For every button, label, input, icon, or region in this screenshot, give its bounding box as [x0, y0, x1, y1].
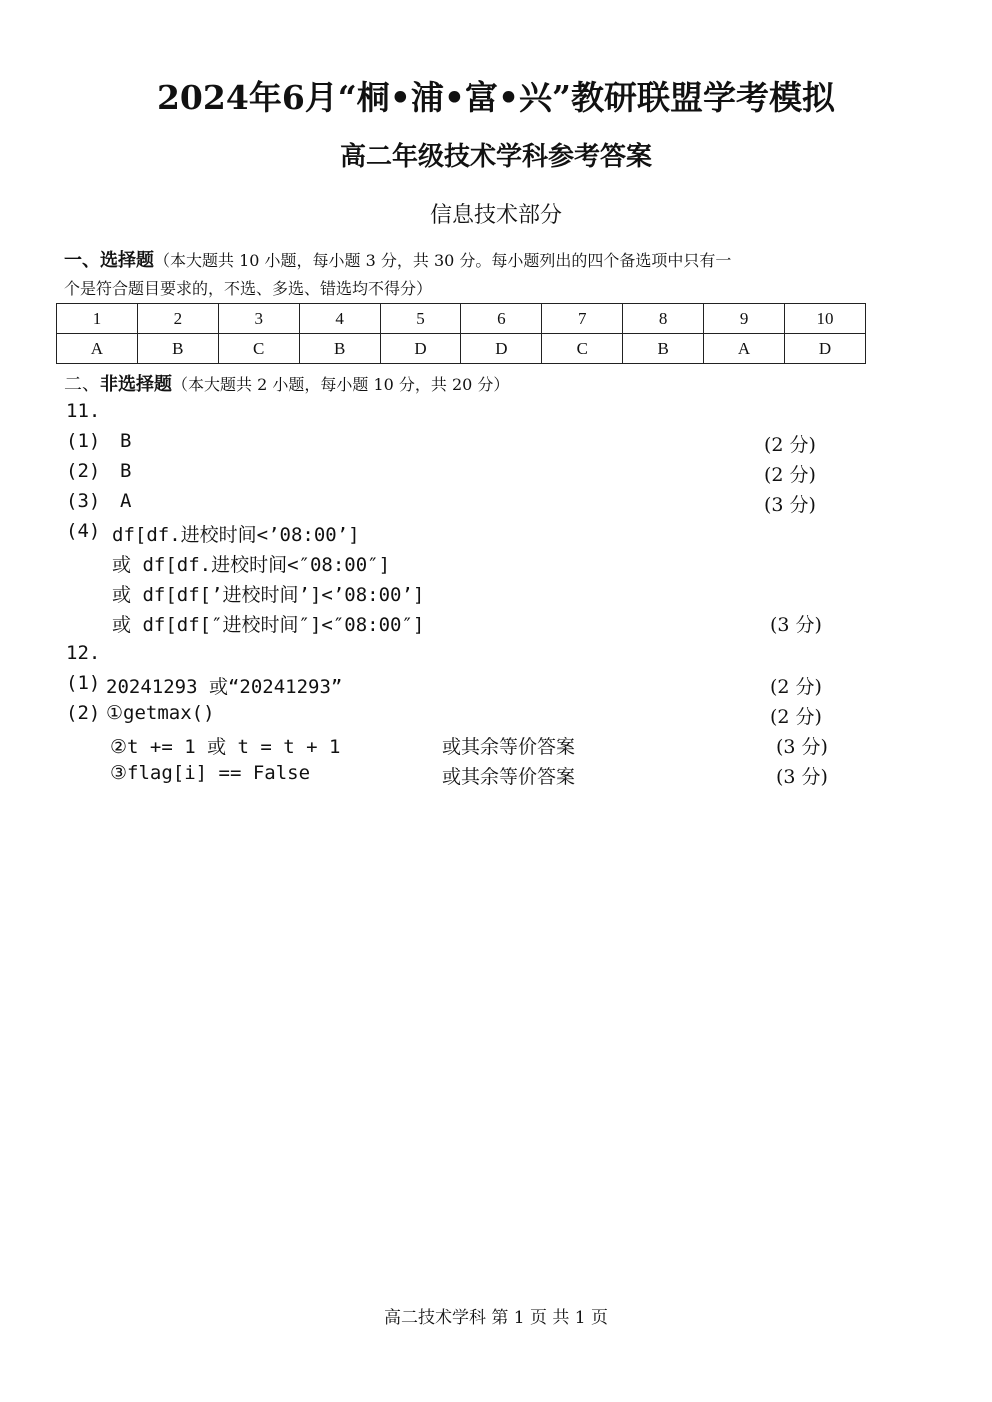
table-cell-number: 2	[137, 304, 218, 334]
q11-1-label: (1)	[66, 430, 101, 452]
q11-4-answer-line4: 或 df[df[″进校时间″]<″08:00″]	[112, 614, 425, 636]
part2-prefix: 二、	[64, 374, 100, 395]
q11-1-score: (2 分)	[764, 434, 816, 456]
answer-table	[56, 303, 866, 364]
q12-4-note: 或其余等价答案	[442, 766, 576, 788]
q11-2-score: (2 分)	[764, 464, 816, 486]
q12-4-answer: ③flag[i] == False	[110, 762, 311, 784]
q12-4-score: (3 分)	[776, 766, 828, 788]
q11-3-label: (3)	[66, 490, 101, 512]
table-cell-number: 3	[218, 304, 299, 334]
table-cell-number: 5	[380, 304, 461, 334]
q11-1-answer: B	[120, 430, 132, 452]
section-title: 信息技术部分	[429, 203, 562, 228]
table-cell-number: 1	[57, 304, 138, 334]
part2-heading-line	[64, 370, 509, 396]
q12-2-score: (2 分)	[770, 706, 822, 728]
q12-1-label: (1)	[66, 672, 101, 694]
table-cell-answer: D	[380, 334, 461, 364]
table-cell-answer: B	[623, 334, 704, 364]
q12-3-note: 或其余等价答案	[442, 736, 576, 758]
part1-description-1: （本大题共 10 小题，每小题 3 分，共 30 分。每小题列出的四个备选项中只有一	[154, 251, 732, 270]
q12-2-answer: ①getmax()	[106, 702, 215, 724]
table-cell-number: 10	[785, 304, 866, 334]
table-cell-answer: C	[218, 334, 299, 364]
part2-description: （本大题共 2 小题，每小题 10 分，共 20 分）	[172, 375, 510, 394]
q11-3-answer: A	[120, 490, 132, 512]
table-row-answers	[57, 334, 866, 364]
q11-4-score: (3 分)	[770, 614, 822, 636]
table-row-numbers	[57, 304, 866, 334]
table-cell-answer: A	[704, 334, 785, 364]
table-cell-number: 8	[623, 304, 704, 334]
q11-4-label: (4)	[66, 520, 101, 542]
table-cell-answer: C	[542, 334, 623, 364]
document-title: 2024年6月“桐•浦•富•兴”教研联盟学考模拟	[156, 78, 836, 117]
q12-2-label: (2)	[66, 702, 101, 724]
q11-2-label: (2)	[66, 460, 101, 482]
q11-number: 11.	[66, 400, 101, 422]
part1-heading-line1	[64, 246, 731, 272]
q11-4-answer-line3: 或 df[df[’进校时间’]<’08:00’]	[112, 584, 425, 606]
q11-4-answer-line1: df[df.进校时间<’08:00’]	[112, 524, 360, 546]
q11-4-answer-line2: 或 df[df.进校时间<″08:00″]	[112, 554, 391, 576]
q12-1-score: (2 分)	[770, 676, 822, 698]
table-cell-answer: B	[137, 334, 218, 364]
document-subtitle: 高二年级技术学科参考答案	[339, 142, 652, 172]
q12-3-answer: ②t += 1 或 t = t + 1	[110, 736, 341, 758]
part2-heading: 非选择题	[100, 374, 172, 395]
part1-description-2: 个是符合题目要求的，不选、多选、错选均不得分）	[64, 279, 433, 298]
table-cell-answer: B	[299, 334, 380, 364]
q12-3-score: (3 分)	[776, 736, 828, 758]
table-cell-number: 6	[461, 304, 542, 334]
q11-3-score: (3 分)	[764, 494, 816, 516]
table-cell-number: 9	[704, 304, 785, 334]
table-cell-number: 4	[299, 304, 380, 334]
table-cell-number: 7	[542, 304, 623, 334]
part1-heading-line2	[64, 276, 432, 299]
table-cell-answer: A	[57, 334, 138, 364]
q11-2-answer: B	[120, 460, 132, 482]
table-cell-answer: D	[461, 334, 542, 364]
part1-heading: 一、选择题	[64, 250, 154, 271]
q12-number: 12.	[66, 642, 101, 664]
q12-1-answer: 20241293 或“20241293”	[106, 676, 343, 698]
page-footer: 高二技术学科 第 1 页 共 1 页	[383, 1308, 609, 1328]
table-cell-answer: D	[785, 334, 866, 364]
